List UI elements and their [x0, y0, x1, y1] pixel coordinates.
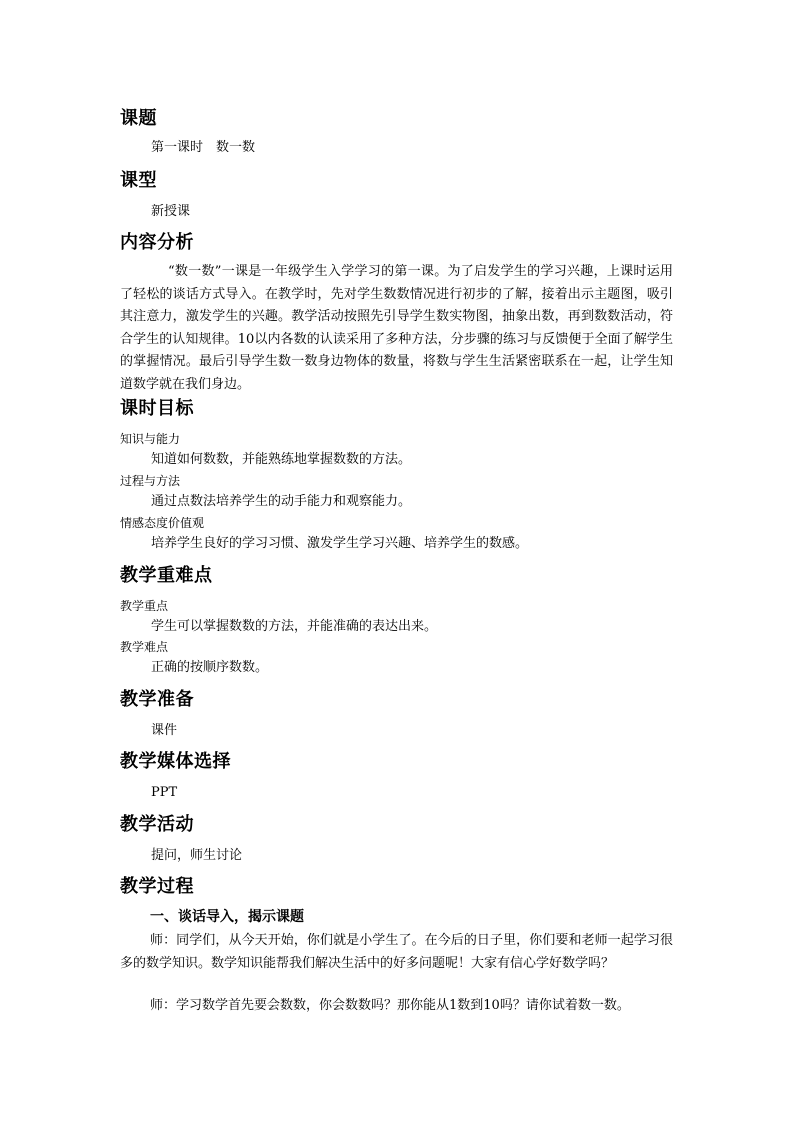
keypoint-value-focus: 学生可以掌握数数的方法，并能准确的表达出来。	[151, 619, 438, 634]
heading-topic: 课题	[120, 108, 157, 129]
heading-analysis: 内容分析	[120, 232, 194, 253]
process-step-1: 一、谈话导入，揭示课题	[150, 909, 304, 925]
heading-activity: 教学活动	[120, 814, 194, 835]
analysis-paragraph: “数一数”一课是一年级学生入学学习的第一课。为了启发学生的学习兴趣，上课时运用了轻松的谈话方式导入。在教学时，先对学生数数情况进行初步的了解，接着出示主题图，吸引其注意力，激发学生的兴趣。教学活动按照先引导学生数实物图，抽象出数，再到数数活动，符合学生的认知规律。10以内各数的认读采用了多种方法，分步骤的练习与反馈便于全面了解学生的掌握情况。最后引导学生数一数身边物体的数量，将数与学生生活紧密联系在一起，让学生知道数学就在我们身边。	[120, 264, 673, 392]
process-paragraph-1: 师：同学们，从今天开始，你们就是小学生了。在今后的日子里，你们要和老师一起学习很多的数学知识。数学知识能帮我们解决生活中的好多问题呢！大家有信心学好数学吗？	[120, 933, 673, 971]
heading-process: 教学过程	[120, 876, 194, 897]
heading-media: 教学媒体选择	[120, 751, 231, 772]
objective-label-attitude: 情感态度价值观	[120, 516, 205, 530]
type-value: 新授课	[151, 204, 191, 219]
activity-value: 提问，师生讨论	[151, 848, 243, 863]
objective-value-attitude: 培养学生良好的学习习惯、激发学生学习兴趣、培养学生的数感。	[151, 536, 529, 551]
keypoint-label-difficulty: 教学难点	[120, 640, 169, 654]
objective-value-knowledge: 知道如何数数，并能熟练地掌握数数的方法。	[151, 452, 412, 467]
heading-prep: 教学准备	[120, 689, 194, 710]
heading-keypoints: 教学重难点	[120, 565, 213, 586]
heading-type: 课型	[120, 170, 157, 191]
keypoint-label-focus: 教学重点	[120, 599, 169, 613]
objective-label-process: 过程与方法	[120, 474, 181, 488]
objective-label-knowledge: 知识与能力	[120, 432, 181, 446]
process-paragraph-2: 师：学习数学首先要会数数，你会数数吗？那你能从1数到10吗？请你试着数一数。	[150, 998, 630, 1013]
objective-value-process: 通过点数法培养学生的动手能力和观察能力。	[151, 494, 412, 509]
keypoint-value-difficulty: 正确的按顺序数数。	[151, 660, 269, 675]
heading-objectives: 课时目标	[120, 398, 194, 419]
topic-value: 第一课时 数一数	[151, 140, 256, 155]
prep-value: 课件	[151, 723, 178, 738]
media-value: PPT	[151, 785, 178, 800]
